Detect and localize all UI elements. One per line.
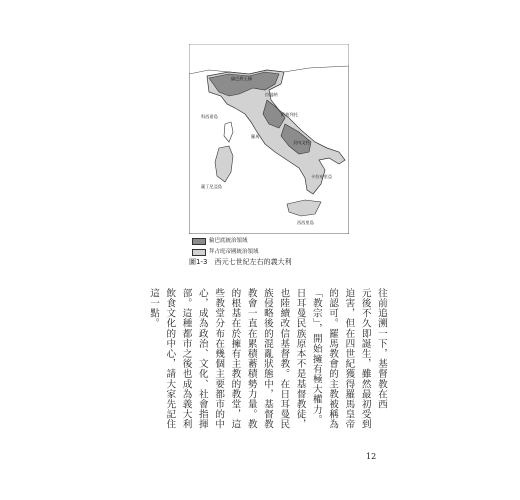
text-column: 也陸續改信基督教。在日耳曼民: [278, 288, 290, 430]
text-column: 「教宗」，開始擁有極大權力。: [310, 288, 322, 425]
italy-map: [189, 44, 349, 234]
map-label-corsica: 科西嘉島: [201, 114, 218, 119]
text-column: 迫害，但在四世紀獲得羅馬皇帝: [343, 288, 355, 430]
text-column: 的根基在於擁有主教的教堂，這: [229, 288, 241, 430]
text-column: 部。這種都市之後也成為義大利: [180, 288, 192, 430]
map-label-sardinia: 薩丁尼亞島: [201, 184, 222, 189]
text-column: 些教堂分布在幾個主要都市的中: [213, 288, 225, 430]
map-label-rome: 羅馬: [251, 134, 260, 139]
legend-item-lombard: [192, 236, 352, 247]
text-column: 飲食文化的中心，請大家先記住: [164, 288, 176, 430]
figure-number: 圖1-3: [189, 258, 208, 266]
page-number: 12: [366, 452, 377, 461]
legend-label-lombard: 倫巴底統治領域: [209, 238, 248, 244]
legend-swatch-byzantine: [192, 249, 206, 256]
text-column: 這一點。: [148, 288, 159, 329]
text-column: 往前追溯一下，基督教在西: [375, 288, 387, 410]
map-label-lombard-kingdom: 倫巴底王國: [231, 76, 252, 81]
map-label-ravenna: 拉溫納: [265, 92, 278, 97]
legend-swatch-lombard: [192, 238, 206, 245]
legend-label-byzantine: 拜占庭帝國統治領域: [209, 249, 259, 255]
map-label-sicily: 西西里島: [297, 220, 314, 225]
text-column: 元後不久即誕生，雖然最初受到: [359, 288, 371, 430]
text-column: 族侵略後的混亂狀態中，基督教: [261, 288, 273, 430]
map-legend: [192, 236, 352, 258]
text-column: 日耳曼民族原本不是基督教徒，: [294, 288, 306, 430]
map-label-calabria: 卡拉布里亞: [311, 174, 332, 179]
text-column: 教會一直在累積蓄積勢力量。教: [245, 288, 257, 430]
map-label-benevento: 貝內文托: [293, 140, 310, 145]
text-column: 的認可。羅馬教會的主教被稱為: [327, 288, 339, 430]
body-text: [145, 288, 389, 438]
figure-caption: [189, 257, 292, 267]
map-label-spoleto: 斯波列托: [281, 112, 298, 117]
text-column: 心，成為政治、文化、社會指揮: [196, 288, 208, 430]
figure-caption-text: 西元七世紀左右的義大利: [214, 258, 292, 266]
italy-map-figure: [189, 44, 349, 234]
